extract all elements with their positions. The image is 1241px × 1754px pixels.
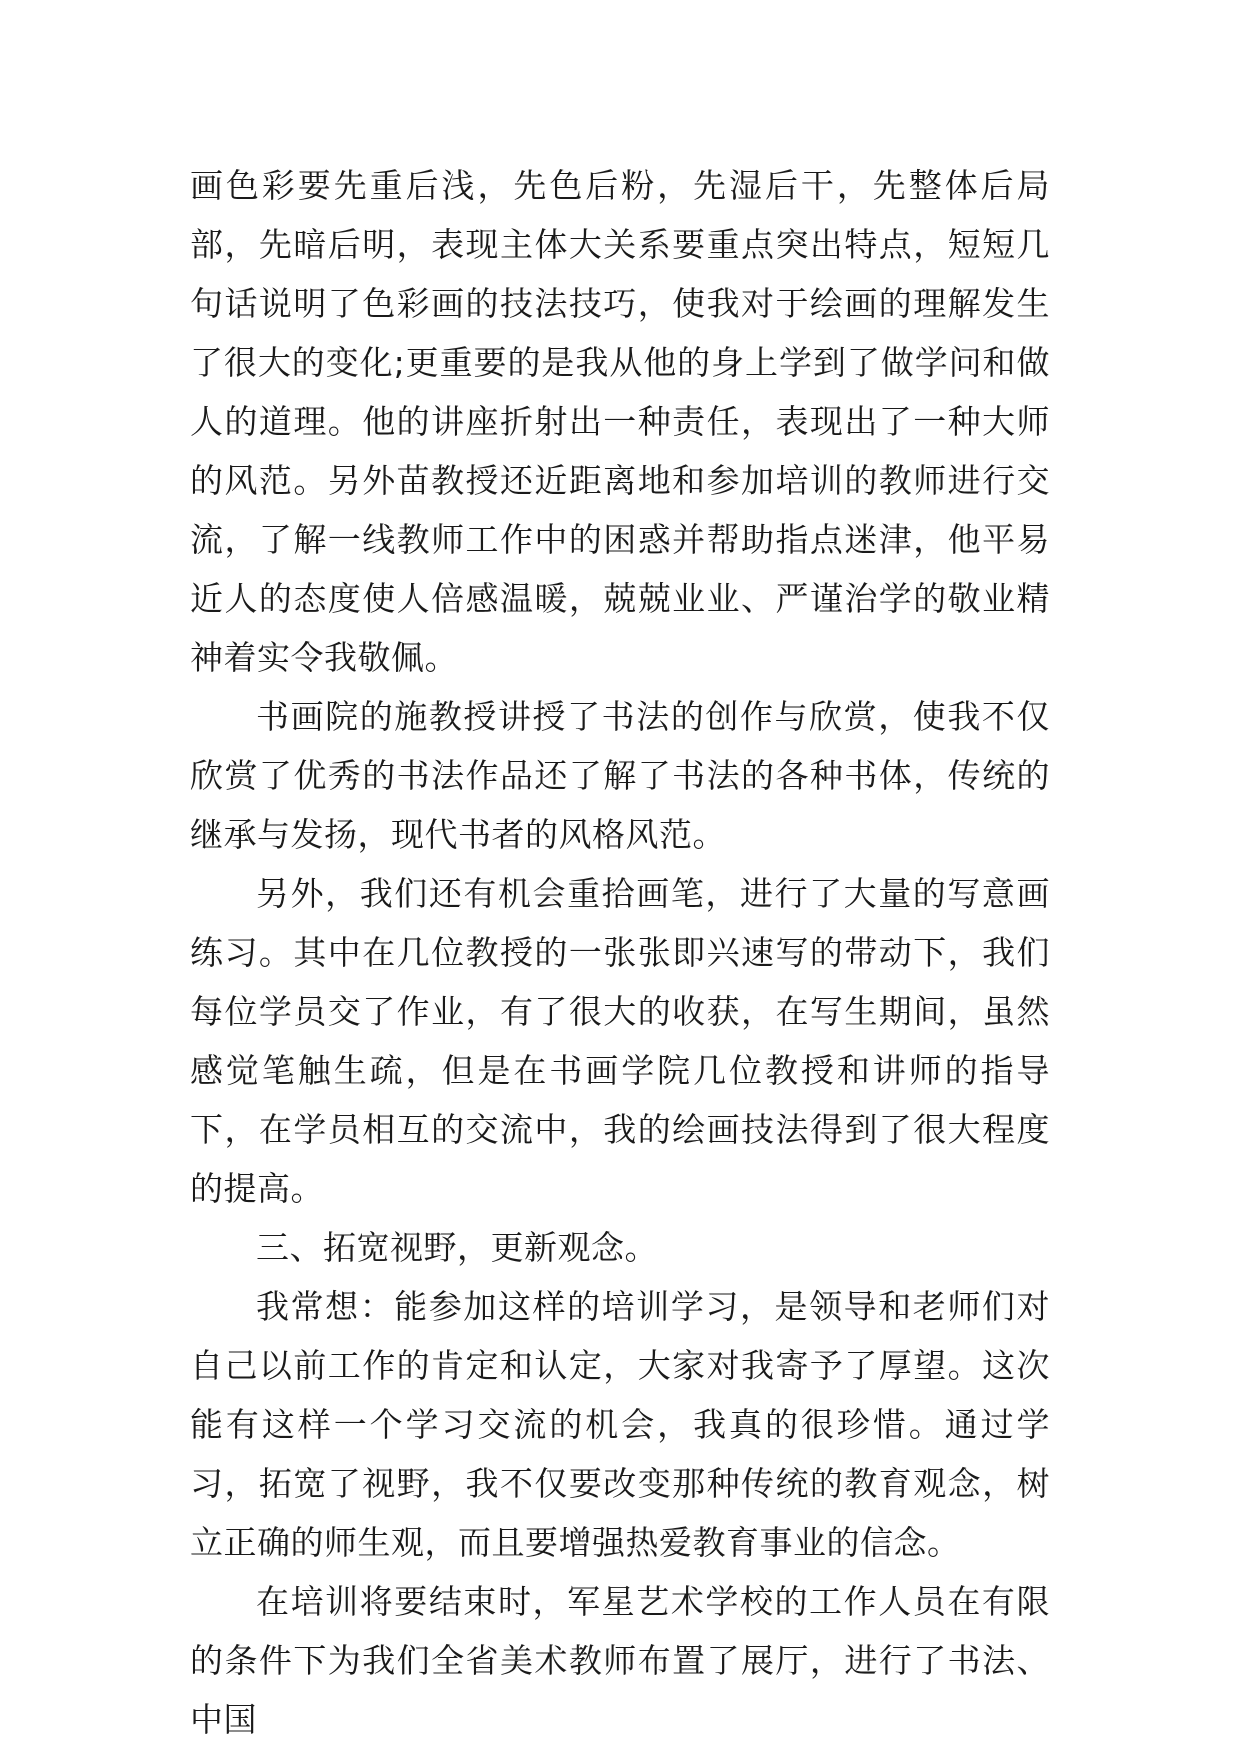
paragraph-reflection: 我常想：能参加这样的培训学习，是领导和老师们对自己以前工作的肯定和认定，大家对我寄予了厚望。这次能有这样一个学习交流的机会，我真的很珍惜。通过学习，拓宽了视野，我不仅要改变那种传统的教育观念，树立正确的师生观，而且要增强热爱教育事业的信念。 (190, 1287, 1050, 1562)
paragraph-calligraphy: 书画院的施教授讲授了书法的创作与欣赏，使我不仅欣赏了优秀的书法作品还了解了书法的各种书体，传统的继承与发扬，现代书者的风格风范。 (190, 697, 1050, 854)
paragraph-color-painting: 画色彩要先重后浅，先色后粉，先湿后干，先整体后局部，先暗后明，表现主体大关系要重点突出特点，短短几句话说明了色彩画的技法技巧，使我对于绘画的理解发生了很大的变化;更重要的是我从他的身上学到了做学问和做人的道理。他的讲座折射出一种责任，表现出了一种大师的风范。另外苗教授还近距离地和参加培训的教师进行交流，了解一线教师工作中的困惑并帮助指点迷津，他平易近人的态度使人倍感温暖，兢兢业业、严谨治学的敬业精神着实令我敬佩。 (190, 166, 1050, 677)
paragraph-exhibition: 在培训将要结束时，军星艺术学校的工作人员在有限的条件下为我们全省美术教师布置了展厅，进行了书法、中国 (190, 1582, 1050, 1739)
section-heading-broaden-vision: 三、拓宽视野，更新观念。 (256, 1228, 658, 1267)
paragraph-painting-practice: 另外，我们还有机会重拾画笔，进行了大量的写意画练习。其中在几位教授的一张张即兴速写的带动下，我们每位学员交了作业，有了很大的收获，在写生期间，虽然感觉笔触生疏，但是在书画学院几位教授和讲师的指导下，在学员相互的交流中，我的绘画技法得到了很大程度的提高。 (190, 874, 1050, 1208)
document-body (190, 156, 1050, 1749)
